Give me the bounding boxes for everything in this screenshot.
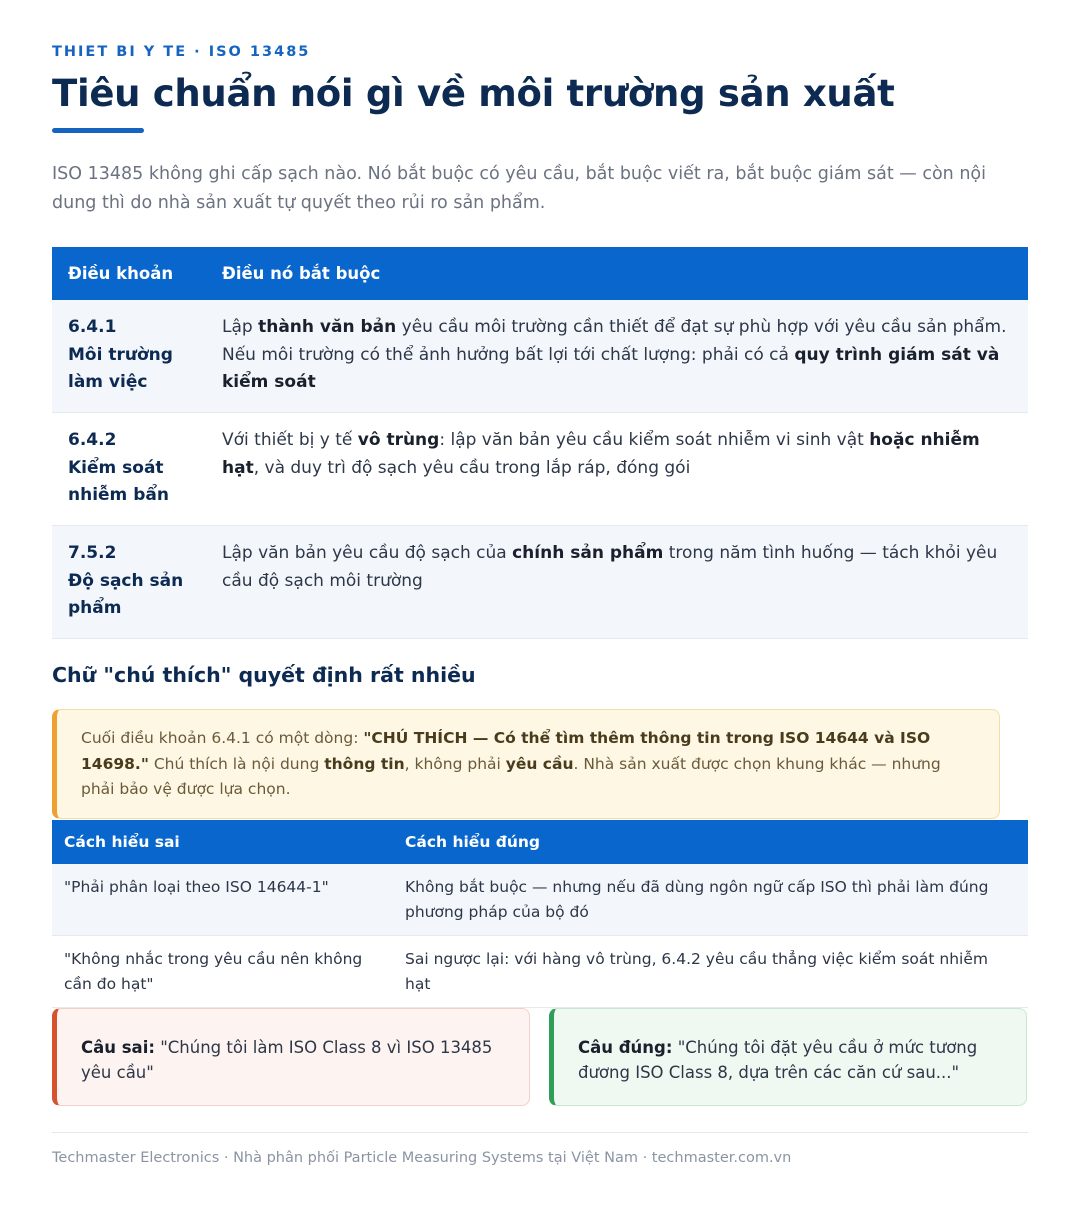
interpretation-table-header [52, 820, 1028, 864]
clause-name: Kiểm soát nhiễm bẩn [68, 457, 169, 505]
right-statement-callout [549, 1008, 1027, 1106]
body-text: Lập văn bản yêu cầu độ sạch của [222, 543, 513, 563]
body-text: , và duy trì độ sạch yêu cầu trong lắp ráp, đóng gói [253, 457, 691, 478]
emphasis-text: thông tin [324, 754, 405, 773]
clause-table-header [52, 247, 1028, 300]
clause-cell [52, 413, 206, 526]
right-reading-cell: Sai ngược lại: với hàng vô trùng, 6.4.2 yêu cầu thẳng việc kiểm soát nhiễm hạt [393, 936, 1028, 1008]
wrong-reading-cell: "Phải phân loại theo ISO 14644-1" [52, 864, 393, 936]
right-statement-label: Câu đúng: [578, 1038, 673, 1057]
eyebrow-label: THIET BI Y TE · ISO 13485 [52, 44, 311, 60]
table-row [52, 300, 1028, 413]
table-row [52, 413, 1028, 526]
footer-divider [52, 1132, 1028, 1133]
body-text: , không phải [404, 754, 506, 773]
clause-cell [52, 526, 206, 639]
clause-table [52, 247, 1028, 639]
table-row [52, 526, 1028, 639]
body-text: Chú thích là nội dung [148, 754, 325, 773]
footer-text: Techmaster Electronics · Nhà phân phối Particle Measuring Systems tại Việt Nam · techmaster.com.vn [52, 1150, 792, 1166]
clause-name: Môi trường làm việc [68, 344, 173, 392]
body-text: Cuối điều khoản 6.4.1 có một dòng: [81, 729, 364, 747]
requirement-header: Điều nó bắt buộc [206, 247, 1028, 300]
emphasis-text: "CHÚ THÍCH — Có thể tìm thêm thông tin trong ISO 14644 và ISO 14698." [81, 729, 931, 773]
wrong-statement-callout [52, 1008, 530, 1106]
clause-number: 6.4.2 [68, 430, 117, 450]
requirement-cell [206, 300, 1028, 413]
wrong-reading-header: Cách hiểu sai [52, 820, 393, 864]
clause-cell [52, 300, 206, 413]
clause-number: 7.5.2 [68, 543, 117, 563]
body-text: Lập [222, 317, 259, 337]
body-text: Với thiết bị y tế [222, 430, 358, 450]
requirement-cell [206, 526, 1028, 639]
clause-header: Điều khoản [52, 247, 206, 300]
emphasis-text: vô trùng [357, 430, 440, 450]
section-heading: Chữ "chú thích" quyết định rất nhiều [52, 663, 476, 687]
right-reading-header: Cách hiểu đúng [393, 820, 1028, 864]
emphasis-text: thành văn bản [258, 317, 397, 337]
right-statement-text: "Chúng tôi đặt yêu cầu ở mức tương đương ISO Class 8, dựa trên các căn cứ sau..." [578, 1038, 978, 1082]
right-reading-cell: Không bắt buộc — nhưng nếu đã dùng ngôn ngữ cấp ISO thì phải làm đúng phương pháp của bộ đó [393, 864, 1028, 936]
requirement-cell [206, 413, 1028, 526]
table-row [52, 864, 1028, 936]
page-title: Tiêu chuẩn nói gì về môi trường sản xuất [52, 72, 895, 115]
wrong-statement-text: "Chúng tôi làm ISO Class 8 vì ISO 13485 yêu cầu" [81, 1038, 493, 1082]
body-text: yêu cầu môi trường cần thiết để đạt sự phù hợp với yêu cầu sản phẩm. Nếu môi trường có thể ảnh hưởng bất lợi tới chất lượng: phải có cả [222, 317, 1007, 365]
body-text: : lập văn bản yêu cầu kiểm soát nhiễm vi sinh vật [439, 430, 870, 450]
intro-paragraph: ISO 13485 không ghi cấp sạch nào. Nó bắt buộc có yêu cầu, bắt buộc viết ra, bắt buộc giám sát — còn nội dung thì do nhà sản xuất tự quyết theo rủi ro sản phẩm. [52, 164, 986, 213]
note-callout [52, 709, 1000, 819]
emphasis-text: quy trình giám sát và kiểm soát [222, 344, 1000, 392]
body-text: trong năm tình huống — tách khỏi yêu cầu độ sạch môi trường [222, 543, 998, 591]
interpretation-table [52, 820, 1028, 1008]
clause-name: Độ sạch sản phẩm [68, 570, 184, 618]
wrong-reading-cell: "Không nhắc trong yêu cầu nên không cần đo hạt" [52, 936, 393, 1008]
title-underline [52, 128, 144, 133]
clause-number: 6.4.1 [68, 317, 117, 337]
wrong-statement-label: Câu sai: [81, 1038, 155, 1057]
table-row [52, 936, 1028, 1008]
emphasis-text: hoặc nhiễm hạt [222, 430, 980, 478]
emphasis-text: yêu cầu [505, 754, 574, 773]
emphasis-text: chính sản phẩm [512, 543, 664, 563]
body-text: . Nhà sản xuất được chọn khung khác — nhưng phải bảo vệ được lựa chọn. [81, 754, 941, 798]
